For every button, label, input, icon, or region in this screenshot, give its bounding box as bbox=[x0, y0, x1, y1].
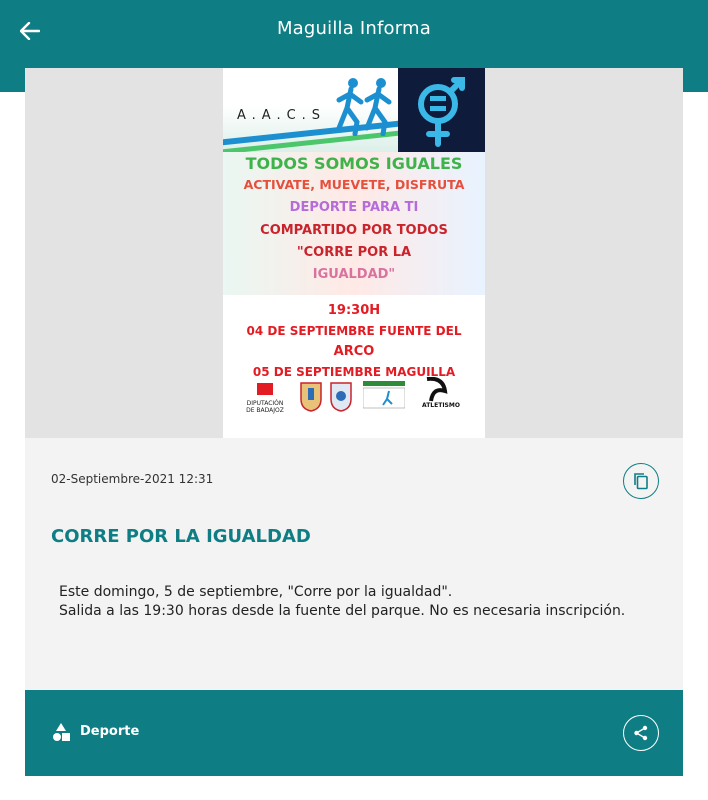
poster-line: ACTIVATE, MUEVETE, DISFRUTA bbox=[243, 177, 465, 192]
shapes-icon bbox=[51, 722, 71, 742]
equality-symbol bbox=[398, 68, 485, 152]
share-icon bbox=[633, 725, 649, 741]
poster-slogans bbox=[223, 152, 485, 295]
page-title: Maguilla Informa bbox=[276, 18, 432, 39]
coat-of-arms-icon bbox=[329, 379, 353, 413]
runner-icon bbox=[335, 76, 365, 136]
copy-icon bbox=[633, 472, 649, 490]
gender-equality-icon bbox=[398, 68, 485, 152]
news-card bbox=[25, 68, 683, 776]
svg-text:ATLETISMO: ATLETISMO bbox=[422, 402, 460, 409]
share-button[interactable] bbox=[623, 715, 659, 751]
hero-image-area bbox=[25, 68, 683, 438]
event-date-2: 05 DE SEPTIEMBRE MAGUILLA bbox=[252, 365, 456, 379]
event-date-1-place: ARCO bbox=[333, 344, 375, 359]
event-date-1: 04 DE SEPTIEMBRE FUENTE DEL bbox=[246, 324, 462, 338]
category-label[interactable]: Deporte bbox=[80, 724, 140, 739]
sponsor-logos bbox=[241, 377, 471, 415]
poster-event-info bbox=[223, 295, 485, 438]
card-footer bbox=[25, 690, 683, 776]
article-body bbox=[59, 583, 625, 621]
coat-of-arms-icon bbox=[299, 379, 323, 413]
poster-line: DEPORTE PARA TI bbox=[289, 200, 419, 215]
svg-text:DE BADAJOZ: DE BADAJOZ bbox=[246, 407, 284, 414]
article-body-line: Este domingo, 5 de septiembre, "Corre por la igualdad". bbox=[59, 584, 453, 600]
article-body-line: Salida a las 19:30 horas desde la fuente del parque. No es necesaria inscripción. bbox=[59, 603, 626, 619]
runner-icon bbox=[363, 76, 393, 136]
publish-date: 02-Septiembre-2021 12:31 bbox=[51, 472, 214, 486]
logo-diputacion-icon bbox=[241, 381, 289, 419]
logo-escuela-atletismo-icon bbox=[413, 377, 469, 413]
poster-header bbox=[223, 68, 485, 152]
poster-line: COMPARTIDO POR TODOS bbox=[260, 223, 448, 238]
event-poster[interactable] bbox=[223, 68, 485, 438]
svg-text:DIPUTACIÓN: DIPUTACIÓN bbox=[246, 400, 284, 407]
copy-button[interactable] bbox=[623, 463, 659, 499]
logo-campina-icon bbox=[363, 379, 405, 413]
poster-line: TODOS SOMOS IGUALES bbox=[245, 154, 463, 173]
article-title: CORRE POR LA IGUALDAD bbox=[51, 526, 311, 547]
club-name: A.A.C.S bbox=[237, 108, 327, 123]
poster-line: "CORRE POR LA bbox=[296, 245, 412, 260]
poster-line: IGUALDAD" bbox=[312, 267, 396, 282]
event-time: 19:30H bbox=[327, 303, 381, 318]
